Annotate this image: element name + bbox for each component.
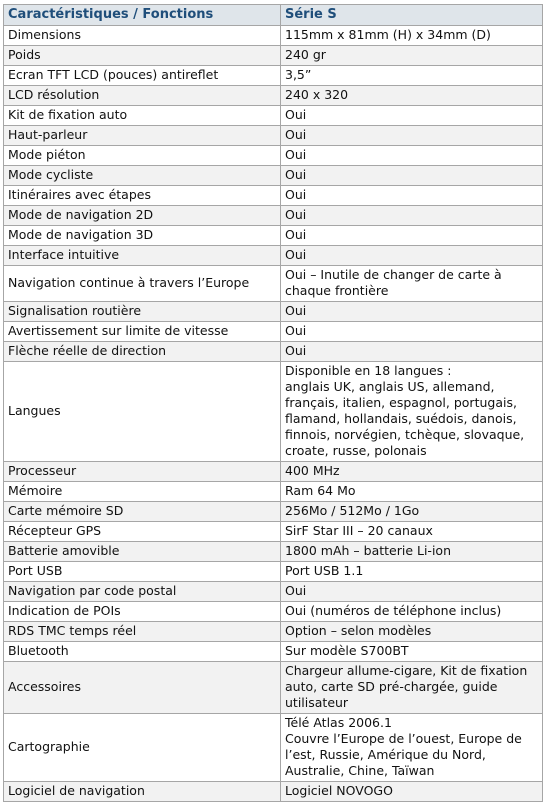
row-value-line: Oui xyxy=(285,167,307,182)
row-value-line: 240 x 320 xyxy=(285,87,349,102)
row-value xyxy=(281,106,543,126)
row-label: Logiciel de navigation xyxy=(4,782,281,802)
table-row xyxy=(4,542,543,562)
row-value xyxy=(281,462,543,482)
row-value-line: Oui xyxy=(285,323,307,338)
row-label: Mémoire xyxy=(4,482,281,502)
row-value-line: Oui xyxy=(285,227,307,242)
row-value-line: Oui xyxy=(285,207,307,222)
row-value xyxy=(281,582,543,602)
row-value xyxy=(281,66,543,86)
row-value-line: 400 MHz xyxy=(285,463,340,478)
row-value-line: Logiciel NOVOGO xyxy=(285,783,393,798)
spec-body xyxy=(4,26,543,802)
table-row xyxy=(4,322,543,342)
row-label: Navigation continue à travers l’Europe xyxy=(4,266,281,302)
table-row xyxy=(4,226,543,246)
row-label: Mode de navigation 2D xyxy=(4,206,281,226)
header-features: Caractéristiques / Fonctions xyxy=(4,5,281,26)
row-value xyxy=(281,146,543,166)
header-row xyxy=(4,5,543,26)
table-row xyxy=(4,362,543,462)
row-value-line: 115mm x 81mm (H) x 34mm (D) xyxy=(285,27,491,42)
row-label: Batterie amovible xyxy=(4,542,281,562)
table-row xyxy=(4,502,543,522)
row-value-line: Sur modèle S700BT xyxy=(285,643,409,658)
row-value-line: Oui (numéros de téléphone inclus) xyxy=(285,603,502,618)
row-value-line: 240 gr xyxy=(285,47,326,62)
row-label: RDS TMC temps réel xyxy=(4,622,281,642)
row-label: Récepteur GPS xyxy=(4,522,281,542)
row-label: Langues xyxy=(4,362,281,462)
row-value-line: Oui – Inutile de changer de carte à chaque frontière xyxy=(285,267,502,298)
row-value-line: Couvre l’Europe de l’ouest, Europe de l’est, Russie, Amérique du Nord, Australie, Chine, Taïwan xyxy=(285,731,522,778)
table-row xyxy=(4,126,543,146)
table-row xyxy=(4,462,543,482)
table-row xyxy=(4,266,543,302)
table-row xyxy=(4,662,543,714)
table-row xyxy=(4,66,543,86)
row-value xyxy=(281,266,543,302)
row-label: Accessoires xyxy=(4,662,281,714)
row-value xyxy=(281,126,543,146)
row-label: Itinéraires avec étapes xyxy=(4,186,281,206)
table-row xyxy=(4,106,543,126)
table-row xyxy=(4,86,543,106)
row-value xyxy=(281,86,543,106)
row-value-line: Oui xyxy=(285,127,307,142)
row-label: Carte mémoire SD xyxy=(4,502,281,522)
row-value-line: Oui xyxy=(285,583,307,598)
row-label: Signalisation routière xyxy=(4,302,281,322)
row-label: Kit de fixation auto xyxy=(4,106,281,126)
row-value xyxy=(281,662,543,714)
table-row xyxy=(4,482,543,502)
row-value xyxy=(281,206,543,226)
row-label: Processeur xyxy=(4,462,281,482)
row-label: Indication de POIs xyxy=(4,602,281,622)
row-label: Port USB xyxy=(4,562,281,582)
table-row xyxy=(4,186,543,206)
table-row xyxy=(4,206,543,226)
row-label: Dimensions xyxy=(4,26,281,46)
table-row xyxy=(4,246,543,266)
row-value-line: Télé Atlas 2006.1 xyxy=(285,715,392,730)
table-row xyxy=(4,714,543,782)
row-value-line: Oui xyxy=(285,247,307,262)
row-value xyxy=(281,302,543,322)
row-label: Ecran TFT LCD (pouces) antireflet xyxy=(4,66,281,86)
row-value xyxy=(281,502,543,522)
row-label: Navigation par code postal xyxy=(4,582,281,602)
row-value-line: Oui xyxy=(285,303,307,318)
row-value xyxy=(281,362,543,462)
row-value-line: 3,5” xyxy=(285,67,312,82)
row-value-line: anglais UK, anglais US, allemand, français, italien, espagnol, portugais, flamand, hollandais, suédois, danois, finnois, norvégien, tchèque, slovaque, croate, russe, polonais xyxy=(285,379,525,458)
row-value xyxy=(281,322,543,342)
table-row xyxy=(4,562,543,582)
row-value-line: Oui xyxy=(285,187,307,202)
row-label: Interface intuitive xyxy=(4,246,281,266)
row-value xyxy=(281,46,543,66)
row-label: Bluetooth xyxy=(4,642,281,662)
table-row xyxy=(4,522,543,542)
row-label: Avertissement sur limite de vitesse xyxy=(4,322,281,342)
table-row xyxy=(4,46,543,66)
row-value xyxy=(281,602,543,622)
table-row xyxy=(4,146,543,166)
header-series: Série S xyxy=(281,5,543,26)
row-value-line: Oui xyxy=(285,107,307,122)
row-value xyxy=(281,246,543,266)
row-value xyxy=(281,26,543,46)
row-value-line: Ram 64 Mo xyxy=(285,483,356,498)
row-label: Haut-parleur xyxy=(4,126,281,146)
row-label: Mode cycliste xyxy=(4,166,281,186)
row-label: LCD résolution xyxy=(4,86,281,106)
row-label: Flèche réelle de direction xyxy=(4,342,281,362)
table-row xyxy=(4,342,543,362)
table-row xyxy=(4,642,543,662)
row-value xyxy=(281,642,543,662)
row-value-line: Option – selon modèles xyxy=(285,623,432,638)
table-row xyxy=(4,622,543,642)
row-value-line: 1800 mAh – batterie Li-ion xyxy=(285,543,451,558)
row-value-line: Chargeur allume-cigare, Kit de fixation auto, carte SD pré-chargée, guide utilisateur xyxy=(285,663,528,710)
table-row xyxy=(4,582,543,602)
table-row xyxy=(4,602,543,622)
row-value xyxy=(281,342,543,362)
row-value xyxy=(281,622,543,642)
table-row xyxy=(4,166,543,186)
row-label: Cartographie xyxy=(4,714,281,782)
row-value-line: 256Mo / 512Mo / 1Go xyxy=(285,503,420,518)
spec-table xyxy=(3,4,543,802)
row-label: Mode piéton xyxy=(4,146,281,166)
row-value xyxy=(281,782,543,802)
row-value xyxy=(281,226,543,246)
row-value xyxy=(281,542,543,562)
row-value xyxy=(281,522,543,542)
row-value-line: Oui xyxy=(285,343,307,358)
table-row xyxy=(4,782,543,802)
row-value-line: Disponible en 18 langues : xyxy=(285,363,452,378)
row-value-line: Oui xyxy=(285,147,307,162)
row-value xyxy=(281,482,543,502)
row-value xyxy=(281,166,543,186)
row-value xyxy=(281,714,543,782)
table-row xyxy=(4,26,543,46)
row-label: Poids xyxy=(4,46,281,66)
row-label: Mode de navigation 3D xyxy=(4,226,281,246)
table-row xyxy=(4,302,543,322)
row-value-line: Port USB 1.1 xyxy=(285,563,364,578)
row-value-line: SirF Star III – 20 canaux xyxy=(285,523,433,538)
row-value xyxy=(281,186,543,206)
row-value xyxy=(281,562,543,582)
